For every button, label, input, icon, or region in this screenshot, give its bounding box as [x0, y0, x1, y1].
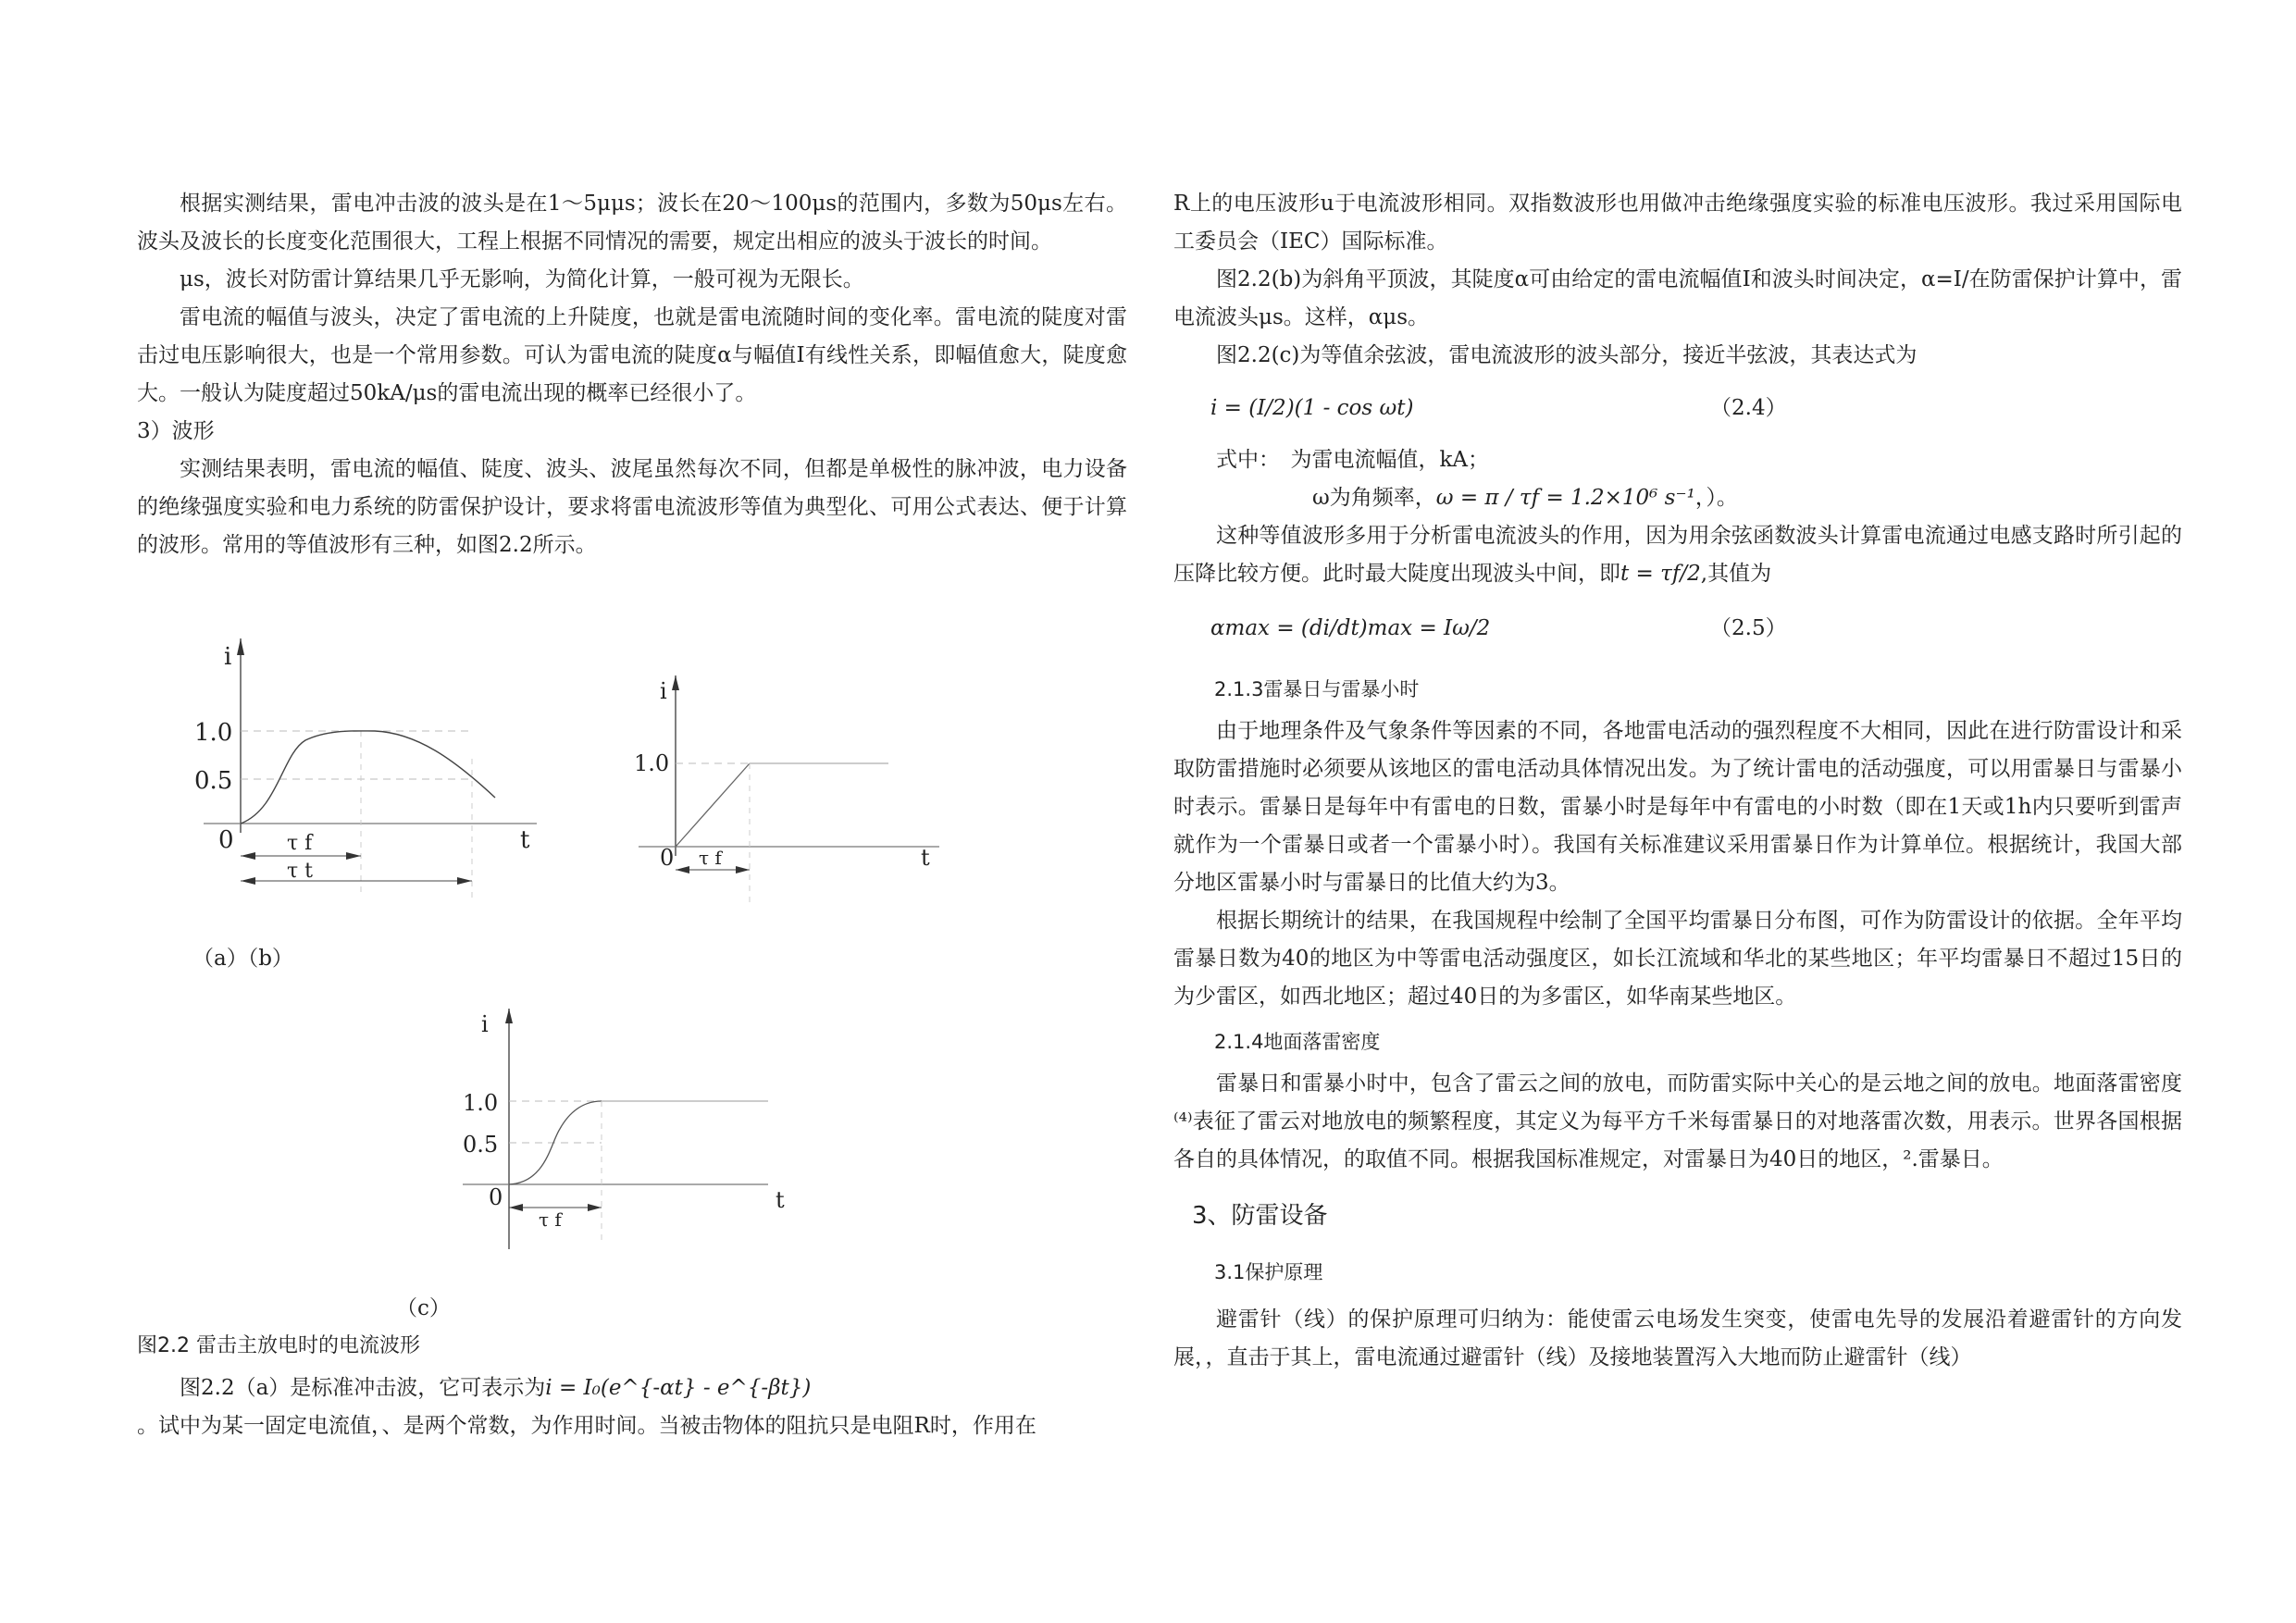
figure-ab-caption: （a）（b） — [192, 947, 293, 971]
equation-number: （2.5） — [1710, 616, 1787, 640]
paragraph: 根据长期统计的结果，在我国规程中绘制了全国平均雷暴日分布图，可作为防雷设计的依据。全年平均雷暴日数为40的地区为中等雷电活动强度区，如长江流域和华北的某些地区；年平均雷暴日不超过15日的为少雷区，如西北地区；超过40日的为多雷区，如华南某些地区。 — [1173, 909, 2182, 1009]
paragraph: 由于地理条件及气象条件等因素的不同，各地雷电活动的强烈程度不大相同，因此在进行防雷设计和采取防雷措施时必须要从该地区的雷电活动具体情况出发。为了统计雷电的活动强度，可以用雷暴日与雷暴小时表示。雷暴日是每年中有雷电的日数，雷暴小时是每年中有雷电的小时数（即在1天或1h内只要听到雷声就作为一个雷暴日或者一个雷暴小时）。我国有关标准建议采用雷暴日作为计算单位。根据统计，我国大部分地区雷暴小时与雷暴日的比值大约为3。 — [1173, 719, 2182, 895]
figure-c-cosine-wave — [453, 1009, 805, 1258]
paragraph: 根据实测结果，雷电冲击波的波头是在1～5μμs；波长在20～100μs的范围内，多数为50μs左右。波头及波长的长度变化范围很大，工程上根据不同情况的需要，规定出相应的波头于波长的时间。 — [137, 192, 1127, 254]
paragraph: 图2.2(c)为等值余弦波，雷电流波形的波头部分，接近半弦波，其表达式为 — [1216, 343, 1917, 367]
origin-label: 0 — [218, 826, 234, 854]
y-axis-label: i — [224, 643, 232, 671]
formula-max-steepness: αmax = (di/dt)max = Iω/2 — [1210, 616, 1491, 640]
tau-f-label: τ f — [539, 1208, 562, 1231]
formula-half-tau: t = τf/2 — [1620, 562, 1701, 586]
left-column — [137, 185, 1127, 564]
equation-2-5 — [1173, 593, 2182, 663]
paragraph: ω为角频率，ω = π / τf = 1.2×10⁶ s⁻¹，）。 — [1312, 486, 1738, 510]
figure-b-ramp-flat — [625, 675, 958, 907]
y-axis-label: i — [660, 678, 667, 704]
y-axis-label: i — [481, 1011, 489, 1037]
paragraph: 避雷针（线）的保护原理可归纳为：能使雷云电场发生突变，使雷电先导的发展沿着避雷针的方向发展，，直击于其上，雷电流通过避雷针（线）及接地装置泻入大地而防止避雷针（线） — [1173, 1307, 2182, 1369]
paragraph: μs，波长对防雷计算结果几乎无影响，为简化计算，一般可视为无限长。 — [180, 267, 864, 291]
paragraph: R上的电压波形u于电流波形相同。双指数波形也用做冲击绝缘强度实验的标准电压波形。我过采用国际电工委员会（IEC）国际标准。 — [1173, 192, 2182, 254]
equation-2-4 — [1173, 375, 2182, 441]
tick-label-1: 1.0 — [194, 719, 233, 747]
equation-number: （2.4） — [1710, 396, 1787, 420]
tick-label-05: 0.5 — [194, 767, 233, 795]
formula-omega: ω = π / τf = 1.2×10⁶ s⁻¹ — [1435, 486, 1695, 510]
paragraph: 。试中为某一固定电流值，、是两个常数，为作用时间。当被击物体的阻抗只是电阻R时，作用在 — [137, 1414, 1036, 1438]
formula-double-exponential: i = I₀(e^{-αt} - e^{-βt}) — [545, 1376, 812, 1400]
heading-3: 3、防雷设备 — [1192, 1202, 1328, 1230]
tau-t-label: τ t — [287, 860, 314, 883]
x-axis-label: t — [776, 1187, 785, 1213]
tick-label-05: 0.5 — [463, 1132, 499, 1158]
origin-label: 0 — [489, 1184, 503, 1210]
formula-cosine: i = (I/2)(1 - cos ωt) — [1210, 396, 1414, 420]
paragraph: 图2.2(b)为斜角平顶波，其陡度α可由给定的雷电流幅值I和波头时间决定，α=I/在防雷保护计算中，雷电流波头μs。这样，αμs。 — [1173, 267, 2182, 329]
x-axis-label: t — [921, 845, 930, 871]
heading-2-1-4: 2.1.4地面落雷密度 — [1214, 1031, 1381, 1053]
x-axis-label: t — [520, 826, 530, 854]
heading-2-1-3: 2.1.3雷暴日与雷暴小时 — [1214, 678, 1420, 700]
origin-label: 0 — [660, 845, 675, 871]
figure-c-caption: （c） — [396, 1296, 451, 1320]
paragraph: 图2.2（a）是标准冲击波，它可表示为i = I₀(e^{-αt} - e^{-βt}) — [180, 1376, 812, 1400]
tau-f-label: τ f — [699, 847, 722, 869]
paragraph: 雷电流的幅值与波头，决定了雷电流的上升陡度，也就是雷电流随时间的变化率。雷电流的陡度对雷击过电压影响很大，也是一个常用参数。可认为雷电流的陡度α与幅值I有线性关系，即幅值愈大，陡度愈大。一般认为陡度超过50kA/μs的雷电流出现的概率已经很小了。 — [137, 305, 1127, 405]
figure-title: 图2.2 雷击主放电时的电流波形 — [137, 1334, 420, 1357]
heading-3-1: 3.1保护原理 — [1214, 1261, 1323, 1283]
tick-label-1: 1.0 — [463, 1090, 499, 1116]
right-column — [1173, 185, 2182, 1377]
tick-label-1: 1.0 — [634, 750, 670, 776]
paragraph: 实测结果表明，雷电流的幅值、陡度、波头、波尾虽然每次不同，但都是单极性的脉冲波，电力设备的绝缘强度实验和电力系统的防雷保护设计，要求将雷电流波形等值为典型化、可用公式表达、便于计算的波形。常用的等值波形有三种，如图2.2所示。 — [137, 457, 1127, 557]
left-bottom-text — [137, 1369, 1127, 1445]
figure-a-standard-impulse — [167, 638, 555, 907]
tau-f-label: τ f — [287, 832, 313, 855]
section-label: 3）波形 — [137, 419, 215, 443]
paragraph: 式中： 为雷电流幅值，kA； — [1216, 448, 1490, 472]
paragraph: 雷暴日和雷暴小时中，包含了雷云之间的放电，而防雷实际中关心的是云地之间的放电。地面落雷密度⁽⁴⁾表征了雷云对地放电的频繁程度，其定义为每平方千米每雷暴日的对地落雷次数，用表示。世界各国根据各自的具体情况，的取值不同。根据我国标准规定，对雷暴日为40日的地区，².雷暴日。 — [1173, 1072, 2182, 1171]
paragraph: 这种等值波形多用于分析雷电流波头的作用，因为用余弦函数波头计算雷电流通过电感支路时所引起的压降比较方便。此时最大陡度出现波头中间，即t = τf/2,其值为 — [1173, 524, 2182, 586]
